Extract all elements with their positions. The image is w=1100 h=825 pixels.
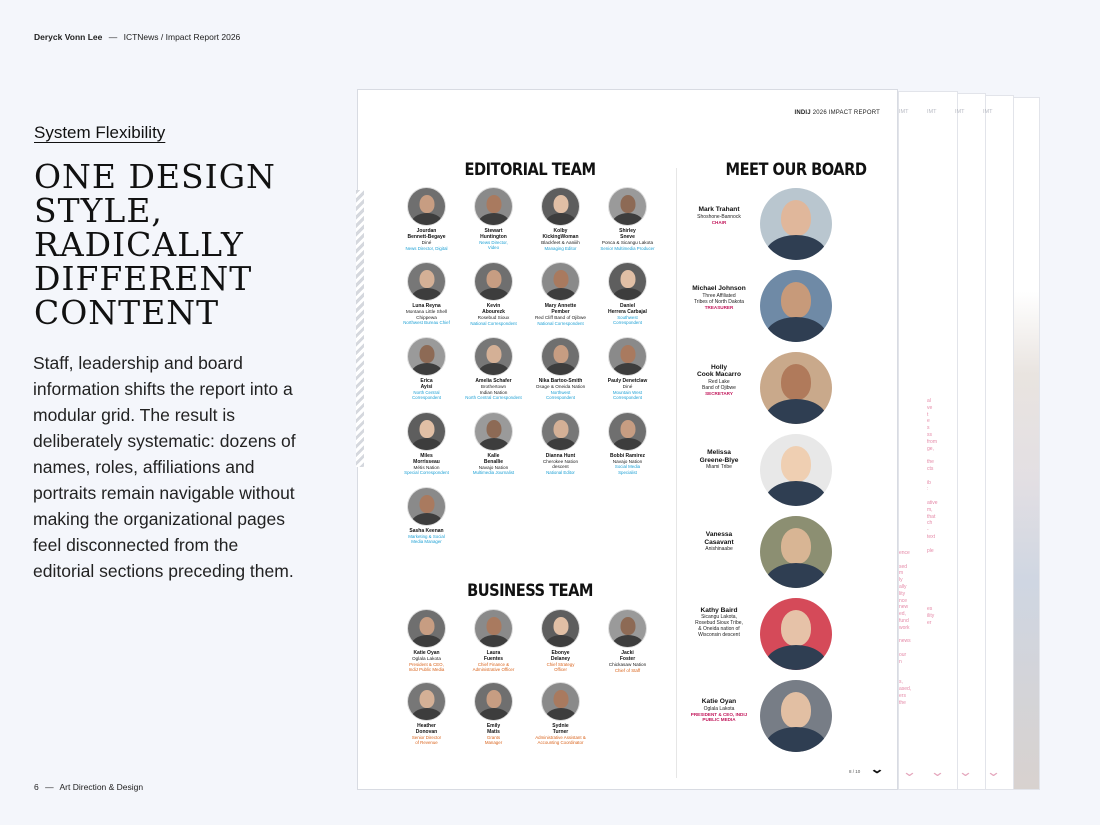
person-role: Mountain West Correspondent xyxy=(612,389,643,400)
headline-line: RADICALLY xyxy=(34,225,244,264)
editorial-grid xyxy=(393,188,661,545)
person-name: Sasha Keenan xyxy=(409,527,444,534)
person-card-miles-morrisseau xyxy=(393,413,460,476)
person-role: Social Media Specialist xyxy=(614,464,641,475)
board-member-melissa-greene-blye xyxy=(683,434,893,508)
person-name: Kevin Abourezk xyxy=(482,303,505,315)
stacked-page-tag: IMT xyxy=(983,109,993,115)
portrait-photo xyxy=(408,338,445,375)
page-indicator: 8 / 10 xyxy=(849,769,861,774)
person-role: Northwest Correspondent xyxy=(545,389,576,400)
stacked-page-fragment: es ility er xyxy=(927,606,935,626)
person-name: Amelia Schafer xyxy=(475,378,512,384)
board-member-aff: Miami Tribe xyxy=(706,464,732,470)
board-member-role: SECRETARY xyxy=(705,390,733,396)
portrait-photo xyxy=(542,413,579,450)
board-member-aff: Three Affiliated Tribes of North Dakota xyxy=(693,292,745,305)
board-member-name: Katie Oyan xyxy=(701,698,737,706)
person-name: Kalle Benallie xyxy=(483,452,504,465)
person-card-amelia-schafer xyxy=(460,338,527,401)
portrait-photo xyxy=(609,188,646,225)
board-title: MEET OUR BOARD xyxy=(725,160,867,180)
author-name: Deryck Vonn Lee xyxy=(34,32,103,42)
portrait-photo xyxy=(408,413,445,450)
person-name: Luna Reyna xyxy=(412,303,441,309)
board-portrait-photo xyxy=(760,434,832,506)
person-card-pauly-denetclaw xyxy=(594,338,661,401)
person-name: Katie Oyan xyxy=(413,650,440,656)
person-aff: Cherokee Nation descent xyxy=(542,458,579,470)
person-role: National Editor xyxy=(546,470,575,475)
person-card-bobbi-ramirez xyxy=(594,413,661,476)
person-role: Chief of Staff xyxy=(614,667,641,673)
board-member-aff: Oglala Lakota xyxy=(703,705,735,712)
person-role: Managing Editor xyxy=(544,245,577,251)
portrait-photo xyxy=(609,338,646,375)
portrait-photo xyxy=(609,263,646,300)
person-role: Chief Finance & Administrative Officer xyxy=(472,662,515,673)
portrait-photo xyxy=(408,610,445,647)
person-name: Jacki Foster xyxy=(619,650,636,662)
portrait-photo xyxy=(609,413,646,450)
board-member-vanessa-casavant xyxy=(683,516,893,590)
person-aff: Chickasaw Nation xyxy=(608,662,647,667)
board-member-role: CHAIR xyxy=(711,219,727,225)
person-aff: Diné xyxy=(421,240,432,245)
person-card-erica-ayisi xyxy=(393,338,460,401)
person-name: Shirley Sneve xyxy=(619,228,636,240)
headline-line: ONE DESIGN xyxy=(34,157,276,196)
board-portrait-photo xyxy=(760,598,832,670)
business-team-title: BUSINESS TEAM xyxy=(467,581,593,601)
person-name: Stewart Huntington xyxy=(480,228,507,240)
stacked-page-tag: IMT xyxy=(927,109,937,115)
portrait-photo xyxy=(475,188,512,225)
stacked-page-fragment: al ve t e s ss from ge, the cts ib : ative m, that ch - text ple xyxy=(927,398,938,554)
report-brand: INDIJ xyxy=(794,110,811,116)
person-card-laura-fuentes xyxy=(460,610,527,673)
board-member-name: Kathy Baird xyxy=(700,606,738,614)
portrait-photo xyxy=(408,488,445,525)
person-name: Dianna Hunt xyxy=(545,452,576,459)
board-member-name: Mark Trahant xyxy=(698,206,740,214)
person-name: Laura Fuentes xyxy=(483,650,504,662)
person-role: Grants Manager xyxy=(484,735,503,746)
person-card-katie-oyan xyxy=(393,610,460,673)
footer-page-number: 6 xyxy=(34,782,39,792)
person-role: Marketing & Social Media Manager xyxy=(408,533,445,545)
person-role: Southwest Correspondent xyxy=(612,315,643,326)
person-name: Emily Matis xyxy=(486,723,501,735)
person-aff: Ponca & Sicangu Lakota xyxy=(601,240,654,245)
column-divider xyxy=(676,168,677,778)
board-member-name: Holly Cook Macarro xyxy=(697,364,741,379)
chevron-down-icon[interactable]: ⌄ xyxy=(869,762,885,776)
person-card-kolby-kickingwoman xyxy=(527,188,594,251)
board-member-name: Vanessa Casavant xyxy=(704,531,734,546)
person-card-dianna-hunt xyxy=(527,413,594,476)
person-card-kalle-benallie xyxy=(460,413,527,476)
portrait-photo xyxy=(475,610,512,647)
page-header xyxy=(34,32,240,42)
person-role: News Director, Video xyxy=(479,240,508,251)
portrait-photo xyxy=(475,263,512,300)
person-role: Multimedia Journalist xyxy=(472,470,515,476)
board-member-text xyxy=(683,607,755,638)
person-role: National Correspondent xyxy=(537,320,584,326)
portrait-photo xyxy=(408,188,445,225)
board-portrait-photo xyxy=(760,352,832,424)
person-name: Daniel Herrera Carbajal xyxy=(608,303,647,315)
board-member-katie-oyan xyxy=(683,680,893,754)
board-member-aff: Shoshone-Bannock xyxy=(697,213,741,220)
board-member-text xyxy=(683,449,755,470)
chevron-down-icon: ⌄ xyxy=(901,764,918,779)
board-member-mark-trahant xyxy=(683,188,893,262)
person-role: North Central Correspondent xyxy=(411,390,442,401)
person-aff: Montana Little Shell Chippewa xyxy=(405,309,448,320)
header-separator: — xyxy=(108,32,118,42)
board-portrait-photo xyxy=(760,188,832,260)
person-aff: Rosebud Sioux xyxy=(477,315,510,320)
person-card-jourdan-bennett-begaye xyxy=(393,188,460,251)
portrait-photo xyxy=(408,263,445,300)
person-card-mary-annette-pember xyxy=(527,263,594,326)
stacked-page-tag: IMT xyxy=(955,109,965,115)
portrait-photo xyxy=(475,683,512,720)
person-card-shirley-sneve xyxy=(594,188,661,251)
board-member-aff: Anishinaabe xyxy=(705,546,733,552)
zigzag-edge xyxy=(356,190,364,467)
footer-separator: — xyxy=(45,782,54,792)
person-role: Northwest Bureau Chief xyxy=(403,320,450,326)
board-member-aff: Sicangu Lakota, Rosebud Sioux Tribe, & Oneida nation of Wisconsin descent xyxy=(695,614,743,639)
board-member-name: Melissa Greene-Blye xyxy=(699,449,739,464)
board-member-name: Michael Johnson xyxy=(692,285,746,293)
section-kicker: System Flexibility xyxy=(34,123,166,142)
footer-section: Art Direction & Design xyxy=(59,782,144,792)
person-card-sydnie-turner xyxy=(527,683,594,746)
headline xyxy=(34,157,334,332)
portrait-photo xyxy=(542,338,579,375)
portrait-photo xyxy=(542,188,579,225)
business-grid xyxy=(393,610,661,746)
person-name: Nika Bartoo-Smith xyxy=(538,378,583,384)
stacked-page-fragment: ence sed m ly ally lity nce new ed, fund work news our n s, ased, ers the xyxy=(899,550,912,706)
person-card-ebonye-delaney xyxy=(527,610,594,673)
person-card-daniel-herrera-carbajal xyxy=(594,263,661,326)
person-name: Bobbi Ramirez xyxy=(609,452,645,459)
person-role: Chief Strategy Officer xyxy=(546,662,575,673)
person-name: Heather Donovan xyxy=(415,723,438,735)
person-role: National Correspondent xyxy=(470,320,517,326)
person-role: North Central Correspondent xyxy=(465,395,522,401)
person-role: News Director, Digital xyxy=(405,245,448,251)
person-name: Ebonye Delaney xyxy=(550,650,571,662)
person-role: Administrative Assistant & Accounting Coordinator xyxy=(535,735,586,746)
board-member-text xyxy=(683,206,755,225)
person-card-stewart-huntington xyxy=(460,188,527,251)
person-name: Sydnie Turner xyxy=(552,723,569,735)
board-member-kathy-baird xyxy=(683,598,893,672)
person-aff: Navajo Nation xyxy=(612,458,643,464)
board-member-aff: Red Lake Band of Ojibwe xyxy=(702,378,736,391)
body-copy: Staff, leadership and board information shifts the report into a modular grid. The result is deliberately systematic: dozens of names, roles, affiliations and portraits remain navigable without making the organizational pages feel disconnected from the editorial sections preceding them. xyxy=(33,353,296,581)
person-aff: Brothertown Indian Nation xyxy=(479,384,508,395)
board-portrait-photo xyxy=(760,270,832,342)
chevron-down-icon: ⌄ xyxy=(957,764,974,779)
portrait-photo xyxy=(475,338,512,375)
chevron-down-icon: ⌄ xyxy=(929,764,946,779)
portrait-photo xyxy=(542,263,579,300)
portrait-photo xyxy=(408,683,445,720)
person-aff: Diné xyxy=(622,384,633,389)
board-member-text xyxy=(683,285,755,310)
person-aff: Osage & Oneida Nation xyxy=(535,384,586,389)
headline-line: CONTENT xyxy=(34,293,220,332)
person-role: Senior Director of Revenue xyxy=(411,735,442,746)
board-member-role: TREASURER xyxy=(704,304,734,310)
portrait-photo xyxy=(475,413,512,450)
person-role: Senior Multimedia Producer xyxy=(600,245,655,251)
board-member-text xyxy=(683,698,755,723)
report-tag xyxy=(795,110,881,116)
board-portrait-photo xyxy=(760,516,832,588)
board-member-role: PRESIDENT & CEO, INDIJ PUBLIC MEDIA xyxy=(690,711,748,723)
person-name: Jourdan Bennett-Begaye xyxy=(407,228,446,240)
person-name: Mary Annette Pember xyxy=(544,303,577,315)
person-role: Special Correspondent xyxy=(404,470,449,476)
board-member-text xyxy=(683,364,755,396)
person-aff: Oglala Lakota xyxy=(412,656,441,661)
portrait-photo xyxy=(542,683,579,720)
person-role: President & CEO, IndiJ Public Media xyxy=(408,661,445,672)
page-footer xyxy=(34,782,143,792)
portrait-photo xyxy=(542,610,579,647)
report-tag-text: 2026 IMPACT REPORT xyxy=(810,110,880,116)
person-name: Erica Ayisi xyxy=(420,378,433,390)
report-page xyxy=(357,89,898,790)
person-aff: Red Cliff Band of Ojibwe xyxy=(535,315,586,320)
person-card-nika-bartoo-smith xyxy=(527,338,594,401)
person-card-kevin-abourezk xyxy=(460,263,527,326)
person-aff: Navajo Nation xyxy=(478,464,509,470)
person-card-jacki-foster xyxy=(594,610,661,673)
board-member-michael-johnson xyxy=(683,270,893,344)
board-portrait-photo xyxy=(760,680,832,752)
chevron-down-icon: ⌄ xyxy=(985,764,1002,779)
editorial-team-title: EDITORIAL TEAM xyxy=(464,160,596,180)
portrait-photo xyxy=(609,610,646,647)
project-name: ICTNews / Impact Report 2026 xyxy=(123,32,241,42)
person-card-sasha-keenan xyxy=(393,488,460,545)
person-card-heather-donovan xyxy=(393,683,460,746)
person-name: Kolby KickingWoman xyxy=(542,228,579,240)
person-aff: Blackfeet & Aaniiih xyxy=(541,240,580,245)
person-name: Pauly Denetclaw xyxy=(607,378,648,384)
person-aff: Métis Nation xyxy=(413,464,440,470)
board-member-text xyxy=(683,531,755,552)
person-card-emily-matis xyxy=(460,683,527,746)
stacked-page-tag: IMT xyxy=(899,109,909,115)
headline-line: DIFFERENT xyxy=(34,259,253,298)
person-card-luna-reyna xyxy=(393,263,460,326)
headline-line: STYLE, xyxy=(34,191,163,230)
person-name: Miles Morrisseau xyxy=(413,452,440,465)
board-member-holly-cook-macarro xyxy=(683,352,893,426)
